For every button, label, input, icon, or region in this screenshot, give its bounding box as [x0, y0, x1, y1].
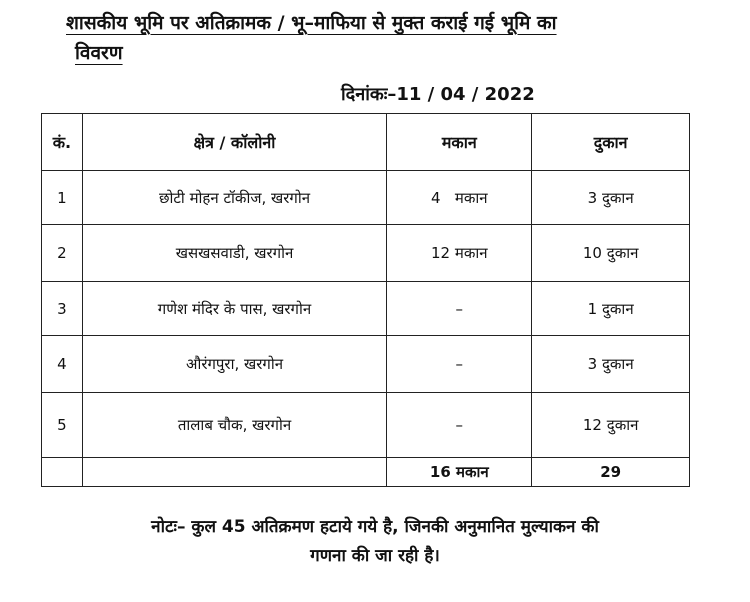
- footnote: [40, 513, 710, 571]
- cell-shops: 3 दुकान: [532, 336, 690, 393]
- cell-area: औरंगपुरा, खरगोन: [82, 336, 387, 393]
- table-row: [42, 393, 690, 458]
- cell-houses: 12 मकान: [387, 225, 532, 282]
- cell-houses: 4 मकान: [387, 171, 532, 225]
- cell-area: खसखसवाडी, खरगोन: [82, 225, 387, 282]
- cell-serial: 4: [42, 336, 83, 393]
- header-shops: दुकान: [532, 114, 690, 171]
- cell-area: छोटी मोहन टॉकीज, खरगोन: [82, 171, 387, 225]
- cell-area: तालाब चौक, खरगोन: [82, 393, 387, 458]
- cell-shops: 10 दुकान: [532, 225, 690, 282]
- cell-houses: –: [387, 393, 532, 458]
- cell-serial: 1: [42, 171, 83, 225]
- document-date: दिनांकः–11 / 04 / 2022: [341, 84, 535, 105]
- cell-shops: 3 दुकान: [532, 171, 690, 225]
- cell-shops: 12 दुकान: [532, 393, 690, 458]
- table-row: [42, 171, 690, 225]
- table-row: [42, 336, 690, 393]
- title-line-1: शासकीय भूमि पर अतिक्रामक / भू–माफिया से मुक्त कराई गई भूमि का: [66, 12, 557, 34]
- cell-serial: 2: [42, 225, 83, 282]
- cell-area: गणेश मंदिर के पास, खरगोन: [82, 282, 387, 336]
- cell-shops: 1 दुकान: [532, 282, 690, 336]
- cell-houses: –: [387, 336, 532, 393]
- total-houses: 16 मकान: [387, 458, 532, 487]
- table-header-row: [42, 114, 690, 171]
- cell-empty: [42, 458, 83, 487]
- cell-serial: 3: [42, 282, 83, 336]
- footnote-line-2: गणना की जा रही है।: [310, 546, 440, 566]
- cell-empty: [82, 458, 387, 487]
- table-row: [42, 225, 690, 282]
- document-title: [66, 8, 676, 68]
- table-total-row: [42, 458, 690, 487]
- footnote-line-1: नोटः– कुल 45 अतिक्रमण हटाये गये है, जिनकी अनुमानित मुल्याकन की: [151, 517, 599, 537]
- header-houses: मकान: [387, 114, 532, 171]
- table-row: [42, 282, 690, 336]
- total-shops: 29: [532, 458, 690, 487]
- header-area: क्षेत्र / कॉलोनी: [82, 114, 387, 171]
- header-serial: कं.: [42, 114, 83, 171]
- cell-houses: –: [387, 282, 532, 336]
- title-line-2: विवरण: [75, 42, 123, 64]
- cell-serial: 5: [42, 393, 83, 458]
- encroachment-table: [41, 113, 690, 487]
